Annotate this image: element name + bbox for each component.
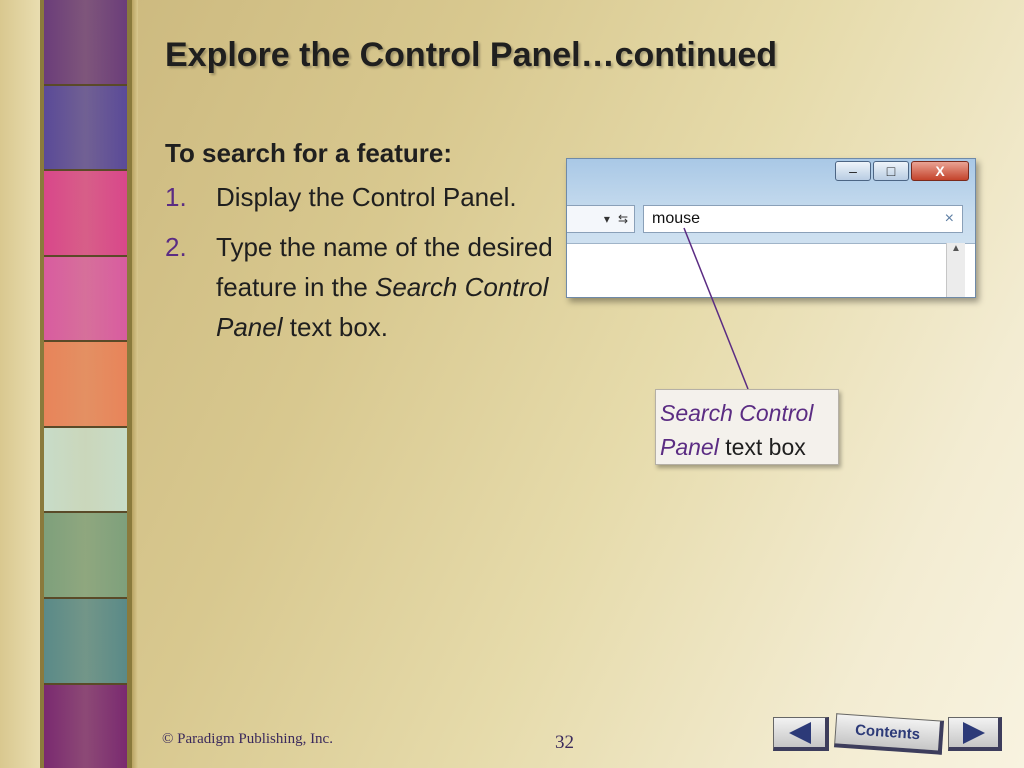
step-text-after: text box. (282, 312, 388, 342)
callout-rest: text box (718, 434, 806, 460)
step-text-italic: Search Control Panel (216, 272, 549, 342)
close-button[interactable]: X (911, 161, 969, 181)
callout-italic: Search Control Panel (660, 400, 814, 460)
subheading: To search for a feature: (165, 138, 453, 168)
search-input-value: mouse (652, 210, 701, 227)
clear-search-icon[interactable]: × (944, 210, 954, 227)
step-text: Display the Control Panel. (216, 182, 517, 212)
page-number: 32 (555, 732, 574, 753)
copyright: © Paradigm Publishing, Inc. (162, 731, 333, 747)
step-number: 2. (165, 232, 187, 262)
next-slide-button[interactable] (948, 717, 1002, 751)
leader-line (684, 228, 748, 389)
step-number: 1. (165, 182, 187, 212)
step-text-before: Type the name of the desired feature in the (216, 232, 553, 302)
minimize-button[interactable]: – (835, 161, 871, 181)
arrow-left-icon (789, 722, 811, 744)
dropdown-arrow-icon[interactable]: ▾ (603, 212, 610, 226)
refresh-icon[interactable]: ⇆ (617, 212, 628, 226)
maximize-button[interactable]: □ (873, 161, 909, 181)
callout-box (655, 389, 839, 465)
scroll-up-icon[interactable]: ▲ (951, 243, 961, 254)
contents-button[interactable]: Contents (834, 713, 944, 754)
previous-slide-button[interactable] (773, 717, 829, 751)
slide-title: Explore the Control Panel…continued (165, 36, 778, 74)
arrow-right-icon (963, 722, 985, 744)
